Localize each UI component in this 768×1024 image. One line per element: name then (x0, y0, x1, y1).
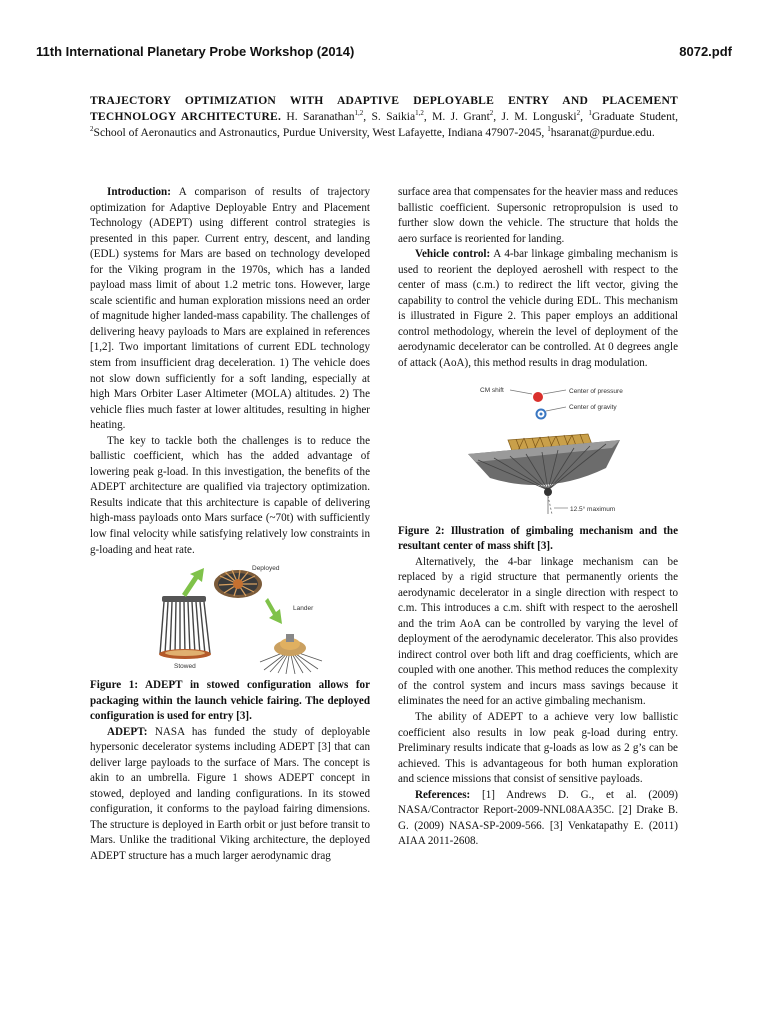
author-sep: , (580, 110, 589, 123)
adept-paragraph (90, 725, 370, 865)
paper-title: TRAJECTORY OPTIMIZATION WITH ADAPTIVE DEPLOYABLE ENTRY AND PLACEMENT TECHNOLOGY ARCHITECTURE. (90, 94, 678, 123)
adept-text: NASA has funded the study of deployable hypersonic decelerator systems including ADEPT [3] that can deliver large payloads to the surface of Mars. The concept is akin to an umbrella. Figure 1 shows ADEPT concept in stowed, deployed and landing configurations. In its stowed configuration, it conforms to the payload fairing dimensions. The structure is deployed in Earth orbit or just before transit to Mars. Unlike the traditional Viking architecture, the deployed ADEPT structure has a much larger aerodynamic drag (90, 725, 370, 862)
author-email[interactable]: hsaranat@purdue.edu. (550, 126, 655, 139)
stowed-vehicle-graphic (159, 596, 211, 659)
page-header (36, 44, 732, 64)
intro-heading: Introduction: (107, 186, 171, 198)
author-2: , S. Saikia (363, 110, 416, 123)
references-text: [1] Andrews D. G., et al. (2009) NASA/Contractor Report-2009-NNL08AA35C. [2] Drake B. G. (2009) NASA-SP-2009-566. [3] Venkatapathy E. (2011) AIAA 2011-2608. (398, 788, 678, 848)
label-max-angle: 12.5° maximum (570, 505, 616, 513)
vehicle-control-heading: Vehicle control: (415, 248, 491, 261)
label-lander: Lander (293, 605, 314, 613)
figure-1-caption: Figure 1: ADEPT in stowed configuration allows for packaging within the launch vehicle fairing. The deployed configuration is used for entry [3]. (90, 679, 370, 723)
file-name: 8072.pdf (679, 44, 732, 59)
lander-graphic (260, 634, 322, 674)
right-column (398, 185, 678, 850)
figure-2-caption: Figure 2: Illustration of gimbaling mechanism and the resultant center of mass shift [3]. (398, 524, 678, 553)
affiliation-2: School of Aeronautics and Astronautics, Purdue University, West Lafayette, Indiana 47907-2045, (93, 126, 548, 139)
author-3: , M. J. Grant (423, 110, 490, 123)
label-cm-shift: CM shift (480, 386, 504, 394)
author-1-sup: 1,2 (354, 109, 364, 118)
workshop-name: 11th International Planetary Probe Workshop (2014) (36, 44, 355, 59)
arrow-up-graphic (182, 568, 204, 597)
aeroshell-graphic (468, 440, 620, 496)
email-sup: 1 (547, 125, 551, 134)
aff1-sup: 1 (588, 109, 592, 118)
label-stowed: Stowed (174, 663, 196, 671)
label-center-of-gravity: Center of gravity (569, 403, 617, 411)
alternative-paragraph: Alternatively, the 4-bar linkage mechanism can be replaced by a rigid structure that permanently orients the aerodynamic decelerator in a single direction with respect to c.m. This introduces a c.m. shift with respect to the aeroshell and the trim AoA can be controlled by varying the level of deployment of the aerodynamic decelerator. This also provides indirect control over both lift and drag coefficients, which are coupled with one another. This method reduces the complexity of the control system and incurs mass savings because it eliminates the need for an active gimbaling mechanism. (398, 555, 678, 708)
left-column (90, 185, 370, 865)
figure-1-illustration (90, 562, 370, 674)
figure-1 (90, 562, 370, 674)
aff2-sup: 2 (90, 125, 94, 134)
author-4: , J. M. Longuski (493, 110, 577, 123)
figure-2-illustration (398, 378, 678, 520)
label-deployed: Deployed (252, 565, 280, 573)
label-center-of-pressure: Center of pressure (569, 387, 623, 395)
references-paragraph (398, 788, 678, 850)
author-2-sup: 1,2 (415, 109, 424, 118)
vehicle-control-text: A 4-bar linkage gimbaling mechanism is used to reorient the deployed aeroshell with respect to the center of mass (c.m.) to redirect the lift vector, giving the capability to control the vehicle during EDL. This mechanism is illustrated in Figure 2. This paper employs an additional control methodology, wherein the level of deployment of the aerodynamic decelerator can be controlled. At 0 degrees angle of attack (AoA), this method results in drag modulation. (398, 248, 678, 370)
references-heading: References: (415, 788, 471, 801)
author-3-sup: 2 (489, 109, 494, 118)
author-1: H. Saranathan (286, 110, 355, 123)
intro-text: A comparison of results of trajectory optimization for Adaptive Deployable Entry and Placement Technology (ADEPT) using different control strategies is presented in this paper. Current entry, descent, and landing (EDL) systems for Mars are based on technology developed for the Viking program in the 1970s, which has a landed payload mass limit of about 1.2 metric tons. However, large scale scientific and human exploration missions need an order of magnitude higher landed-mass capability. The challenges of delivering heavy payloads to Mars are explained in references [1,2]. Two important limitations of current EDL technology stem from insufficient drag deceleration. 1) The vehicle does not slow down sufficiently for a soft landing, especially at high Mars Orbiter Laser Altimeter (MOLA) altitudes. 2) The vehicle flies much faster at lower altitudes, resulting in higher heating. (90, 186, 370, 432)
author-4-sup: 2 (576, 109, 581, 118)
key-paragraph: The key to tackle both the challenges is to reduce the ballistic coefficient, which has the added advantage of lowering peak g-load. In this investigation, the benefits of the ADEPT architecture are qualified via trajectory optimization. Results indicate that this architecture is capable of delivering high-mass payloads onto Mars surface (~70t) with sufficiently low final velocity while satisfying relatively low constraints in g-loading and heat rate. (90, 434, 370, 556)
deployed-vehicle-graphic (214, 570, 262, 598)
affiliation-1: Graduate Student, (591, 110, 678, 123)
continuation-paragraph: surface area that compensates for the heavier mass and reduces ballistic coefficient. Supersonic retropropulsion is used to further slow down the vehicle. The structure that holds the aero surface is reoriented for landing. (398, 186, 678, 245)
intro-paragraph (90, 185, 370, 434)
center-of-pressure-marker (533, 392, 543, 402)
arrow-down-graphic (265, 598, 282, 624)
figure-2 (398, 378, 678, 520)
ability-paragraph: The ability of ADEPT to a achieve very low ballistic coefficient also results in low peak g-load during entry. Preliminary results indicate that g-loads as low as 2 g’s can be achieved. This is advantageous for both human exploration and science missions that consist of sensitive payloads. (398, 711, 678, 786)
vehicle-control-paragraph (398, 247, 678, 371)
adept-heading: ADEPT: (107, 725, 148, 738)
title-block (90, 93, 678, 141)
